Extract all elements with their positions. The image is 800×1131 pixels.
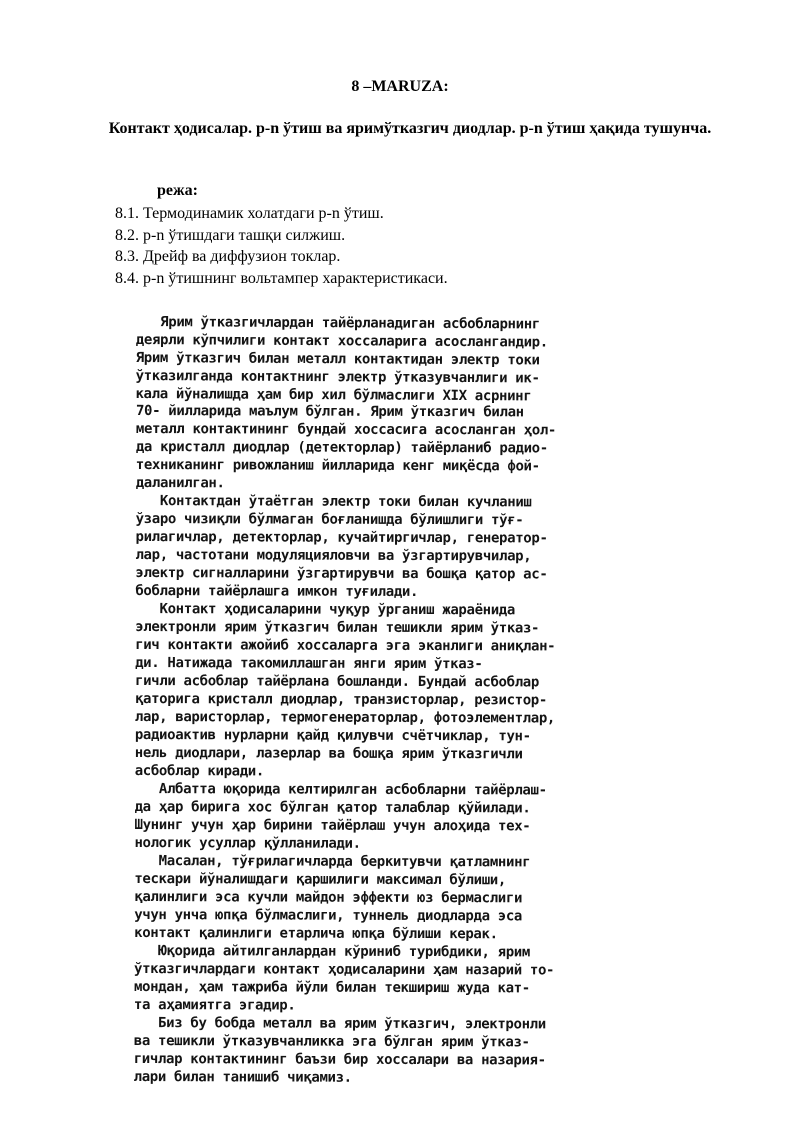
plan-item: 8.4. p-n ўтишнинг вольтампер характеристикаси. [115, 269, 448, 287]
scan-line: да ҳар бирига хос бўлган қатор талаблар қўйилади. [134, 798, 531, 817]
scanned-text-block-2 [134, 402, 736, 1088]
scan-line: Контакт ҳодисаларини чуқур ўрганиш жараёнида [135, 600, 516, 619]
scan-line: да кристалл диодлар (детекторлар) тайёрланиб радио- [135, 438, 548, 457]
scan-line: тескари йўналишдаги қаршилиги максимал бўлиши, [134, 870, 506, 889]
scan-line: Контактдан ўтаётган электр токи билан кучланиш [135, 492, 532, 511]
scan-line: 70- йилларида маълум бўлган. Ярим ўтказгич билан [135, 403, 524, 421]
scan-line: гичлар контактининг баъзи бир хоссалари ва назария- [133, 1050, 546, 1069]
scan-line: электронли ярим ўтказгич билан тешикли ярим ўтказ- [135, 618, 540, 637]
plan-item: 8.1. Термодинамик холатдаги p-n ўтиш. [115, 205, 384, 222]
scan-line: контакт қалинлиги етарлича юпқа бўлиши керак. [134, 924, 498, 943]
scan-line: та аҳамиятга эгадир. [133, 996, 296, 1014]
scan-line: лари билан танишиб чиқамиз. [133, 1068, 352, 1086]
scan-line: қалинлиги эса кучли майдон эффекти юз бермаслиги [134, 888, 523, 907]
scan-line: деярли кўпчилиги контакт хоссаларига асослангандир. [135, 331, 548, 351]
scan-line: Масалан, тўғрилагичларда беркитувчи қатламнинг [134, 852, 531, 871]
scan-line: ва тешикли ўтказувчанликка эга бўлган ярим ўтказ- [133, 1032, 530, 1051]
scan-line: Шунинг учун ҳар бирини тайёрлаш учун алоҳида тех- [134, 816, 531, 835]
scan-line: кала йўналишда ҳам бир хил бўлмаслиги XIX асрнинг [135, 385, 532, 405]
scan-line: металл контактининг бундай хоссасига асосланган ҳол- [135, 420, 557, 439]
lecture-number: 8 –MARUZA: [351, 78, 449, 95]
plan-item: 8.3. Дрейф ва диффузион токлар. [115, 248, 341, 265]
scan-line: Юқорида айтилганлардан кўриниб турибдики, ярим [134, 942, 530, 961]
scan-line: гичли асбоблар тайёрлана бошланди. Бундай асбоблар [134, 672, 539, 691]
scan-line: ўзаро чизиқли бўлмаган боғланишда бўлишлиги тўғ- [135, 510, 524, 529]
scan-line: радиоактив нурларни қайд қилувчи счётчиклар, тун- [134, 726, 531, 745]
scan-line: Биз бу бобда металл ва ярим ўтказгич, электронли [133, 1014, 546, 1033]
scan-line: учун унча юпқа бўлмаслиги, туннель диодларда эса [134, 906, 523, 925]
plan-item: 8.2. p-n ўтишдаги ташқи силжиш. [115, 226, 346, 244]
scan-line: Ярим ўтказгичлардан тайёрланадиган асбобларнинг [135, 313, 540, 333]
scan-line: нель диодлари, лазерлар ва бошқа ярим ўтказгичли [134, 744, 523, 763]
scan-line: даланилган. [135, 474, 225, 492]
scan-line: Албатта юқорида келтирилган асбобларни тайёрлаш- [134, 780, 547, 799]
scan-line: гич контакти ажойиб хоссаларга эга эканлиги аниқлан- [135, 636, 556, 655]
scan-line: мондан, ҳам тажриба йўли билан текшириш жуда кат- [133, 978, 530, 997]
scan-line: Ярим ўтказгич билан металл контактидан электр токи [135, 349, 540, 369]
scan-line: лар, варисторлар, термогенераторлар, фотоэлементлар, [134, 708, 556, 727]
scan-line: электр сигналларини ўзгартирувчи ва бошқа қатор ас- [135, 564, 548, 583]
scan-line: бобларни тайёрлашга имкон туғилади. [135, 582, 419, 600]
plan-list [115, 203, 448, 289]
scan-line: ўтказилганда контактнинг электр ўтказувчанлиги ик- [135, 367, 540, 387]
scan-line: лар, частотани модуляцияловчи ва ўзгартирувчилар, [135, 546, 532, 565]
scan-line: асбоблар киради. [134, 762, 265, 780]
scan-line: нологик усуллар қўлланилади. [134, 834, 361, 852]
document-title: Контакт ҳодисалар. p-n ўтиш ва яримўтказгич диодлар. p-n ўтиш ҳақида тушунча. [108, 120, 712, 137]
scan-line: ди. Натижада такомиллашган янги ярим ўтказ- [135, 654, 483, 673]
scanned-text-block-1 [135, 313, 736, 407]
scan-line: рилагичлар, детекторлар, кучайтиргичлар, генератор- [135, 528, 548, 547]
scan-line: ўтказгичлардаги контакт ҳодисаларини ҳам назарий то- [133, 960, 555, 979]
scan-line: техниканинг ривожланиш йилларида кенг миқёсда фой- [135, 456, 540, 475]
plan-heading: режа: [157, 182, 198, 199]
scan-line: қаторига кристалл диодлар, транзисторлар, резистор- [134, 690, 548, 709]
